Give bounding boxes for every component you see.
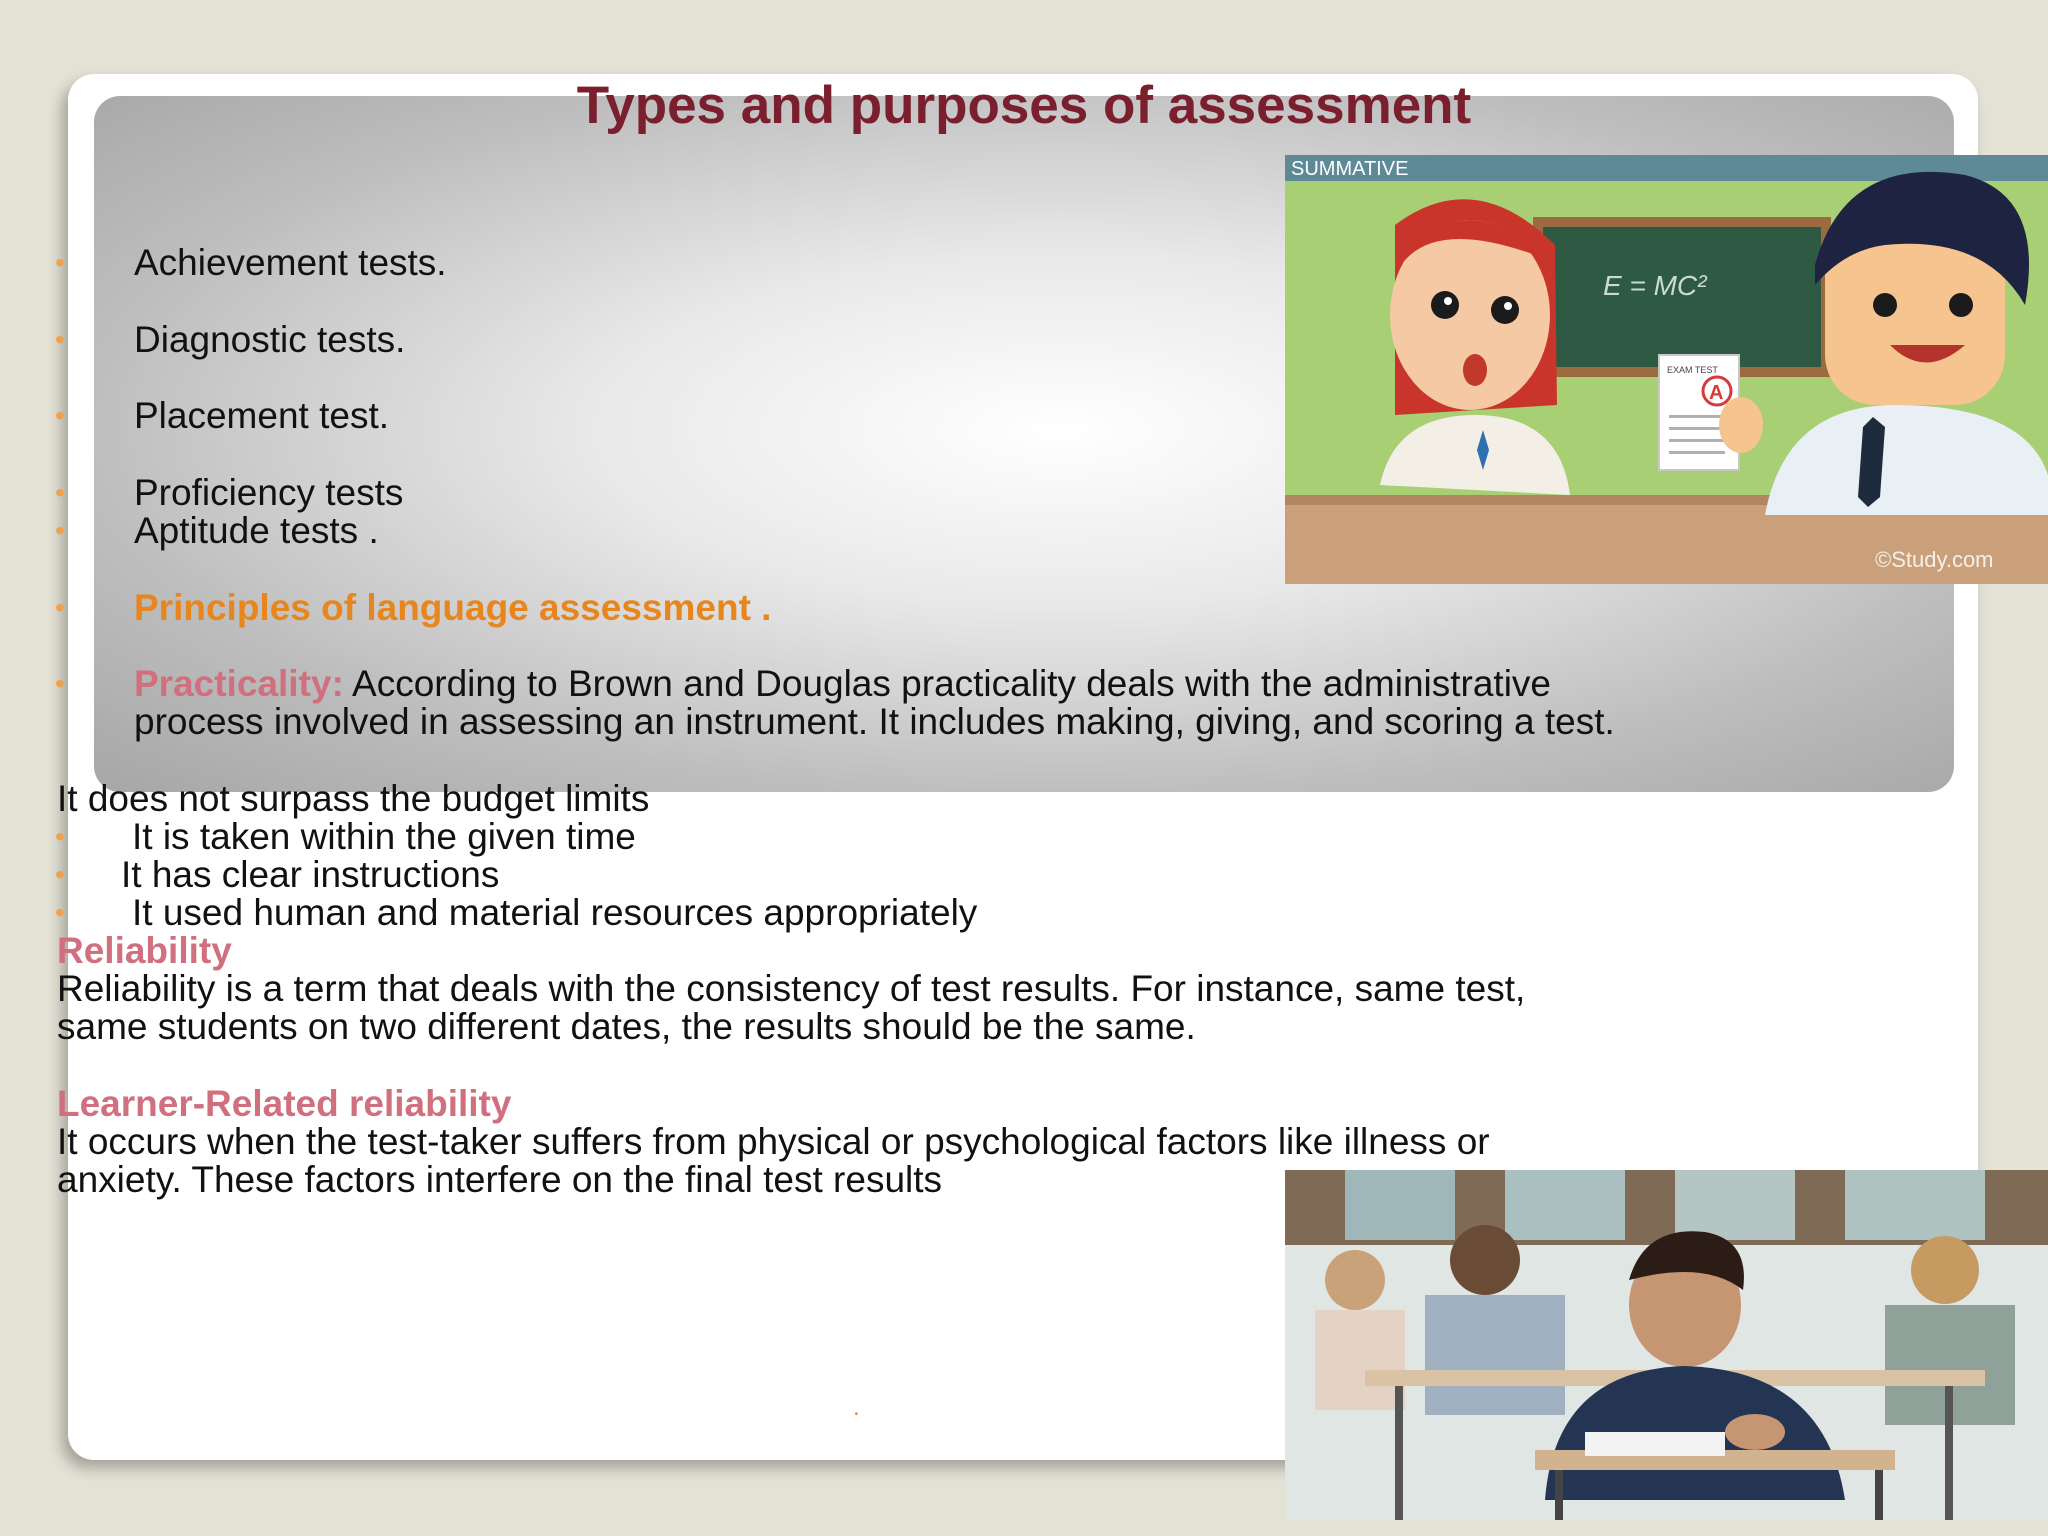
bullet: • [55, 400, 65, 431]
practicality-label: Practicality: [134, 663, 344, 704]
bullet: • [55, 859, 65, 890]
practicality-paragraph [134, 664, 1551, 704]
bullet: • [55, 668, 65, 699]
footer-dot: . [853, 1394, 860, 1421]
studycom-watermark: ©Study.com [1875, 547, 1994, 572]
bullet: • [55, 897, 65, 928]
list-item: Proficiency tests [134, 472, 404, 513]
learner-reliability-text-2: anxiety. These factors interfere on the final test results [57, 1159, 943, 1200]
practicality-text: According to Brown and Douglas practicality deals with the administrative [343, 663, 1551, 704]
learner-reliability-text: It occurs when the test-taker suffers from physical or psychological factors like illness or [57, 1121, 1490, 1162]
reliability-text: Reliability is a term that deals with the consistency of test results. For instance, same test, [57, 968, 1526, 1009]
bullet: • [55, 821, 65, 852]
slide-title: Types and purposes of assessment [576, 76, 1472, 135]
summative-illustration [1285, 155, 2048, 584]
board-formula: E = MC² [1603, 270, 1707, 301]
list-item: It used human and material resources appropriately [132, 892, 978, 933]
bullet: • [55, 592, 65, 623]
exam-grade: A [1709, 382, 1724, 404]
bullet: • [55, 247, 65, 278]
summative-banner: SUMMATIVE [1291, 158, 1409, 180]
list-item: Diagnostic tests. [134, 319, 406, 360]
reliability-heading: Reliability [57, 930, 232, 971]
list-item: It has clear instructions [121, 854, 500, 895]
exam-classroom-photo [1285, 1170, 2048, 1520]
reliability-text-2: same students on two different dates, the results should be the same. [57, 1006, 1196, 1047]
budget-line: It does not surpass the budget limits [57, 778, 650, 819]
list-item: It is taken within the given time [132, 816, 636, 857]
principles-heading: Principles of language assessment . [134, 587, 772, 628]
exam-paper-header: EXAM TEST [1667, 365, 1718, 375]
list-item: Aptitude tests . [134, 510, 379, 551]
bullet: • [55, 477, 65, 508]
learner-reliability-heading: Learner-Related reliability [57, 1083, 512, 1124]
list-item: Placement test. [134, 395, 390, 436]
practicality-text-2: process involved in assessing an instrument. It includes making, giving, and scoring a test. [134, 701, 1615, 742]
bullet: • [55, 324, 65, 355]
bullet: • [55, 515, 65, 546]
list-item: Achievement tests. [134, 242, 447, 283]
